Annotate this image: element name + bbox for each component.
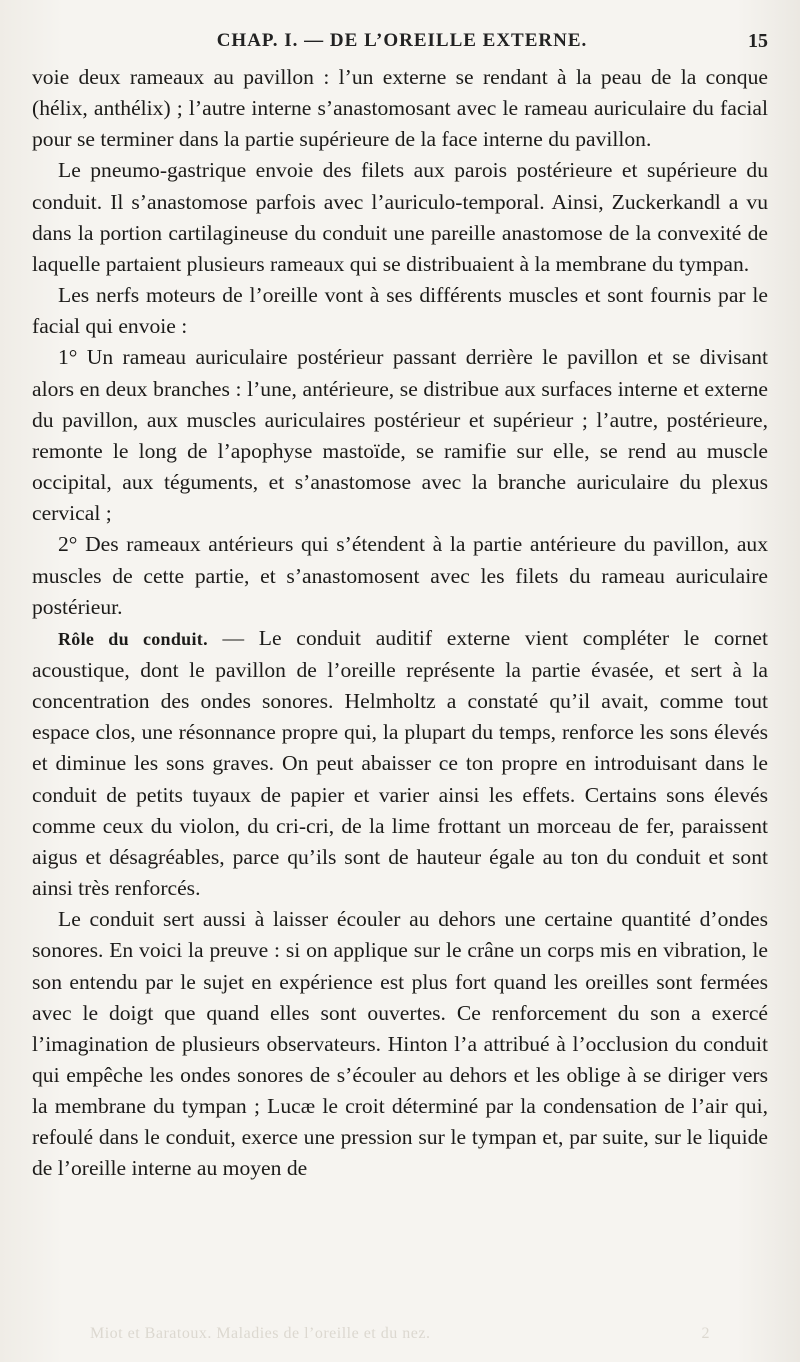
- section-heading: Rôle du conduit.: [58, 628, 208, 649]
- page-number: 15: [748, 30, 768, 52]
- paragraph-nerfs-moteurs: Les nerfs moteurs de l’oreille vont à ses différents muscles et sont fournis par le facial qui envoie :: [32, 283, 768, 339]
- signature-mark: 2: [701, 1325, 710, 1342]
- chapter-title: CHAP. I. — DE L’OREILLE EXTERNE.: [216, 30, 588, 51]
- paragraph-role-du-conduit: [32, 623, 768, 904]
- paragraph-pneumogastrique: Le pneumo-gastrique envoie des filets aux parois postérieure et supérieure du conduit. Il s’anastomose parfois avec l’auriculo-temporal. Ainsi, Zuckerkandl a vu dans la portion cartilagineuse du conduit une pareille anastomose de la convexité de laquelle partaient plusieurs rameaux qui se distribuaient à la membrane du tympan.: [32, 158, 768, 276]
- paragraph-rameau-posterieur: 1° Un rameau auriculaire postérieur passant derrière le pavillon et se divisant alors en deux branches : l’une, antérieure, se distribue aux surfaces interne et externe du pavillon, aux muscles auriculaires postérieur et supérieur ; l’autre, postérieure, remonte le long de l’apophyse mastoïde, se ramifie sur elle, se rend au muscle occipital, aux téguments, et s’anastomose avec la branche auriculaire du plexus cervical ;: [32, 345, 768, 526]
- signature-footer: [90, 1325, 710, 1343]
- paragraph-rameaux-anterieurs: 2° Des rameaux antérieurs qui s’étendent à la partie antérieure du pavillon, aux muscles de cette partie, et s’anastomosent avec les filets du rameau auriculaire postérieur.: [32, 532, 768, 619]
- running-head: [32, 30, 772, 56]
- section-text: — Le conduit auditif externe vient compléter le cornet acoustique, dont le pavillon de l’oreille représente la partie évasée, et sert à la concentration des ondes sonores. Helmholtz a constaté qu’il avait, comme tout espace clos, une résonnance propre qui, la plupart du temps, renforce les sons élevés et diminue les sons graves. On peut abaisser ce ton propre en introduisant dans le conduit de petits tuyaux de papier et varier ainsi les effets. Certains sons élevés comme ceux du violon, du cri-cri, de la lime frottant un morceau de fer, paraissent aigus et désagréables, parce qu’ils sont de hauteur égale au ton du conduit et sont ainsi très renforcés.: [32, 625, 768, 901]
- footer-text: Miot et Baratoux. Maladies de l’oreille et du nez.: [90, 1325, 431, 1342]
- paragraph-continuation: voie deux rameaux au pavillon : l’un externe se rendant à la peau de la conque (hélix, anthélix) ; l’autre interne s’anastomosant avec le rameau auriculaire du facial pour se terminer dans la partie supérieure de la face interne du pavillon.: [32, 65, 768, 152]
- body-text: [32, 62, 768, 1185]
- paragraph-ecoulement: Le conduit sert aussi à laisser écouler au dehors une certaine quantité d’ondes sonores. En voici la preuve : si on applique sur le crâne un corps mis en vibration, le son entendu par le sujet en expérience est plus fort quand les oreilles sont fermées avec le doigt que quand elles sont ouvertes. Ce renforcement du son a exercé l’imagination de plusieurs observateurs. Hinton l’a attribué à l’occlusion du conduit qui empêche les ondes sonores de s’écouler au dehors et les oblige à se diriger vers la membrane du tympan ; Lucæ le croit déterminé par la condensation de l’air qui, refoulé dans le conduit, exerce une pression sur le tympan et, par suite, sur le liquide de l’oreille interne au moyen de: [32, 907, 768, 1181]
